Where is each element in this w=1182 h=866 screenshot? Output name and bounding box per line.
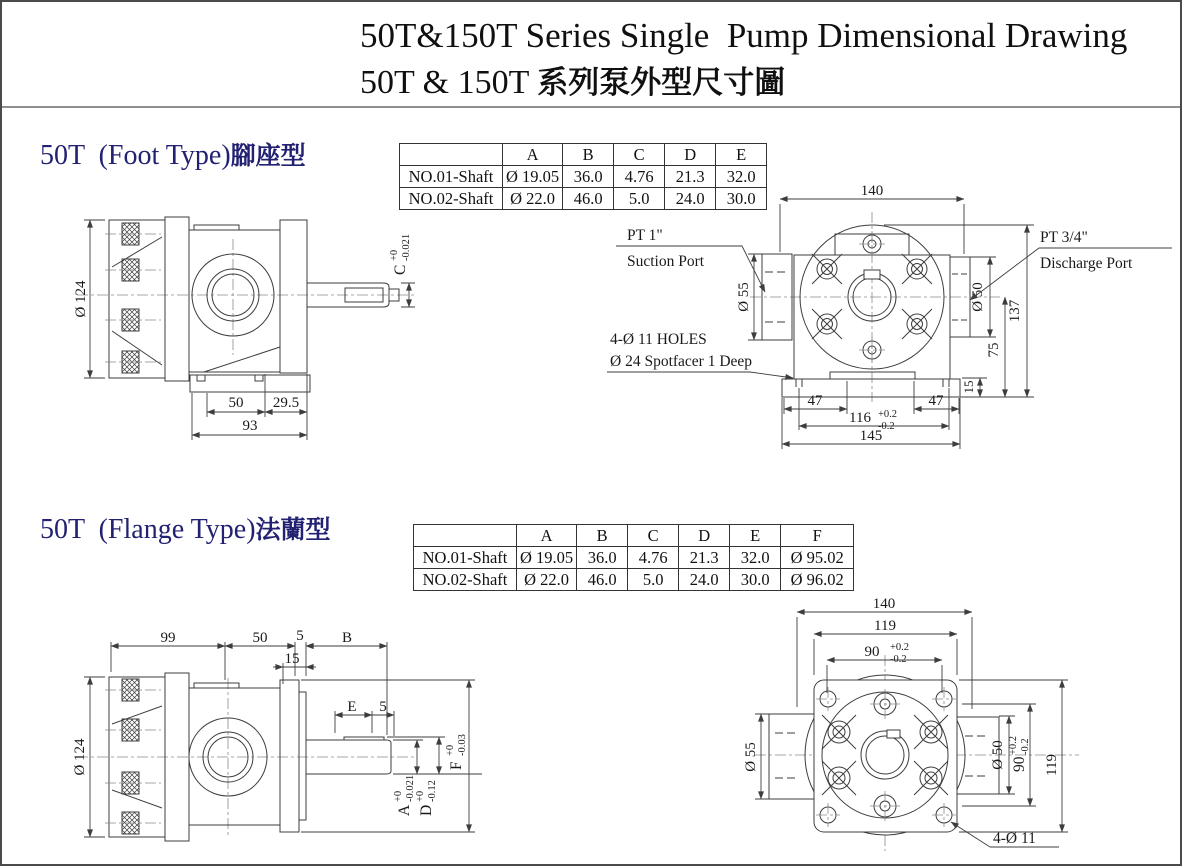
col-b: B bbox=[563, 144, 614, 166]
col-d: D bbox=[679, 525, 730, 547]
flange-side-view-drawing bbox=[57, 620, 497, 866]
holes-label-2: Ø 24 Spotfacer 1 Deep bbox=[610, 353, 753, 370]
col-e: E bbox=[716, 144, 767, 166]
svg-text:+0: +0 bbox=[445, 744, 456, 756]
title-divider bbox=[2, 106, 1182, 108]
svg-text:+0: +0 bbox=[415, 790, 426, 802]
dim-140: 140 bbox=[872, 596, 896, 612]
svg-text:+0: +0 bbox=[393, 790, 404, 802]
dim-116-tol-top: +0.2 bbox=[878, 409, 898, 420]
shaft-c-label bbox=[389, 234, 412, 275]
col-a: A bbox=[517, 525, 577, 547]
svg-text:+0.2: +0.2 bbox=[1008, 735, 1019, 755]
table-header-row bbox=[414, 525, 854, 547]
holes-label: 4-Ø 11 bbox=[993, 830, 1036, 847]
foot-front-callouts bbox=[607, 227, 1172, 378]
flange-front-view-drawing bbox=[743, 596, 1182, 866]
dim-dia124: Ø 124 bbox=[73, 280, 89, 318]
dim-50: 50 bbox=[228, 395, 244, 411]
dim-d: D bbox=[418, 804, 435, 816]
holes-label-1: 4-Ø 11 HOLES bbox=[610, 331, 707, 348]
dim-dia55: Ø 55 bbox=[736, 282, 752, 312]
foot-front-dimensions bbox=[736, 183, 1034, 449]
discharge-port-label-1: PT 3/4" bbox=[1040, 229, 1088, 246]
discharge-port-label-2: Discharge Port bbox=[1040, 255, 1133, 272]
foot-front-view-drawing bbox=[602, 182, 1182, 457]
foot-side-view-drawing bbox=[57, 197, 457, 452]
dim-a: A bbox=[396, 804, 413, 816]
dim-99: 99 bbox=[160, 630, 176, 646]
dim-93: 93 bbox=[242, 418, 258, 434]
svg-text:-0.12: -0.12 bbox=[427, 780, 438, 802]
dim-75: 75 bbox=[986, 342, 1002, 358]
page-title-zh-prefix: 50T & 150T bbox=[360, 64, 538, 101]
dim-5-top: 5 bbox=[296, 628, 304, 644]
flange-heading-zh: 法蘭型 bbox=[255, 515, 331, 544]
table-row: NO.02-Shaft Ø 22.0 46.0 5.0 24.0 30.0 Ø 96.02 bbox=[414, 569, 854, 591]
foot-heading-zh: 腳座型 bbox=[230, 141, 306, 170]
svg-text:-0.03: -0.03 bbox=[457, 734, 468, 756]
table-row: NO.01-Shaft Ø 19.05 36.0 4.76 21.3 32.0 Ø 95.02 bbox=[414, 547, 854, 569]
dim-119-top: 119 bbox=[874, 618, 896, 634]
dim-c-tol-top: +0 bbox=[389, 249, 400, 261]
shaft-a-label bbox=[393, 775, 416, 816]
flange-heading-en: 50T (Flange Type) bbox=[40, 514, 256, 545]
page-title-zh-cjk: 系列泵外型尺寸圖 bbox=[537, 65, 786, 101]
dim-50: 50 bbox=[252, 630, 268, 646]
dim-116-tol-bot: -0.2 bbox=[878, 421, 895, 432]
page-title-en: 50T&150T Series Single Pump Dimensional Drawing bbox=[360, 16, 1128, 55]
svg-text:-0.2: -0.2 bbox=[1020, 738, 1031, 755]
dim-47-right: 47 bbox=[928, 393, 944, 409]
col-e: E bbox=[730, 525, 781, 547]
dim-dia50: Ø 50 bbox=[990, 740, 1006, 770]
dim-c-tol-bot: -0.021 bbox=[401, 233, 412, 261]
page-title-zh bbox=[360, 57, 785, 102]
col-c: C bbox=[628, 525, 679, 547]
dim-e: E bbox=[347, 699, 357, 715]
col-c: C bbox=[614, 144, 665, 166]
dim-90-top: 90 bbox=[864, 644, 880, 660]
shaft-d-label bbox=[415, 780, 438, 816]
dim-47-left: 47 bbox=[807, 393, 823, 409]
dim-15: 15 bbox=[284, 651, 300, 667]
dim-90-right-label bbox=[1008, 736, 1031, 772]
foot-type-heading bbox=[40, 136, 306, 172]
col-b: B bbox=[577, 525, 628, 547]
dim-119-right: 119 bbox=[1044, 754, 1060, 776]
dim-b: B bbox=[341, 630, 353, 646]
svg-text:-0.2: -0.2 bbox=[890, 654, 907, 665]
svg-text:-0.021: -0.021 bbox=[405, 774, 416, 802]
dim-15: 15 bbox=[961, 380, 976, 394]
dim-145: 145 bbox=[859, 428, 883, 444]
foot-heading-en: 50T (Foot Type) bbox=[40, 140, 231, 171]
col-a: A bbox=[503, 144, 563, 166]
pump-side-outline bbox=[77, 217, 415, 392]
pump-front-outline bbox=[750, 212, 1000, 402]
suction-port-label-2: Suction Port bbox=[627, 253, 705, 270]
svg-text:+0.2: +0.2 bbox=[890, 642, 910, 653]
pump-side-outline bbox=[77, 673, 417, 841]
dim-c: C bbox=[392, 264, 409, 275]
dim-29-5: 29.5 bbox=[272, 395, 300, 411]
shaft-f-label bbox=[445, 734, 468, 770]
dim-140: 140 bbox=[860, 183, 884, 199]
dim-116: 116 bbox=[849, 410, 871, 426]
dim-dia55: Ø 55 bbox=[743, 742, 759, 772]
table-header-row bbox=[400, 144, 767, 166]
dim-137: 137 bbox=[1007, 299, 1023, 323]
dim-dia50: Ø 50 bbox=[970, 282, 986, 312]
suction-port-label-1: PT 1" bbox=[627, 227, 663, 244]
col-d: D bbox=[665, 144, 716, 166]
flange-dim-table bbox=[413, 524, 854, 591]
dim-f: F bbox=[448, 761, 465, 770]
table-row: NO.02-Shaft Ø 22.0 46.0 5.0 24.0 30.0 bbox=[400, 188, 767, 210]
flange-type-heading bbox=[40, 510, 331, 546]
col-f: F bbox=[781, 525, 854, 547]
dim-5-shaft: 5 bbox=[379, 699, 387, 715]
table-row: NO.01-Shaft Ø 19.05 36.0 4.76 21.3 32.0 bbox=[400, 166, 767, 188]
dim-90-right: 90 bbox=[1011, 756, 1028, 772]
dim-dia124: Ø 124 bbox=[72, 738, 88, 776]
